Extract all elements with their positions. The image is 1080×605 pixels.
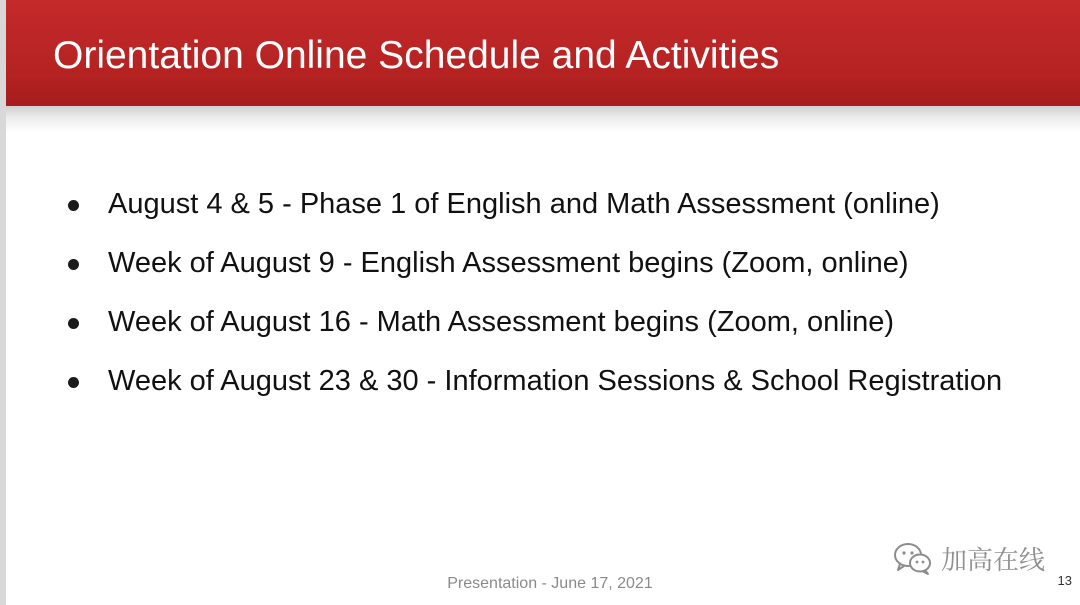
- watermark: [893, 540, 1045, 577]
- page-number: 13: [1057, 573, 1072, 588]
- bullet-item: [62, 241, 1052, 285]
- bullet-text: August 4 & 5 - Phase 1 of English and Math Assessment (online): [108, 188, 940, 220]
- bullet-dot-icon: [68, 200, 79, 211]
- bullet-text: Week of August 23 & 30 - Information Sessions & School Registration: [108, 365, 1003, 397]
- bullet-text: Week of August 16 - Math Assessment begins (Zoom, online): [108, 306, 895, 338]
- bullet-item: [62, 300, 1052, 344]
- bullet-text: Week of August 9 - English Assessment begins (Zoom, online): [108, 247, 909, 279]
- wechat-icon: [893, 541, 933, 577]
- bullet-dot-icon: [68, 318, 79, 329]
- bullet-item: [62, 182, 1052, 226]
- watermark-text: 加高在线: [941, 545, 1046, 575]
- slide-title: Orientation Online Schedule and Activities: [53, 34, 780, 77]
- bullet-dot-icon: [68, 259, 79, 270]
- bullet-dot-icon: [68, 377, 79, 388]
- title-bar-shadow: [6, 106, 1080, 132]
- slide-footer: Presentation - June 17, 2021: [447, 575, 653, 592]
- bullet-list: [62, 182, 1052, 418]
- bullet-item: [62, 359, 1052, 403]
